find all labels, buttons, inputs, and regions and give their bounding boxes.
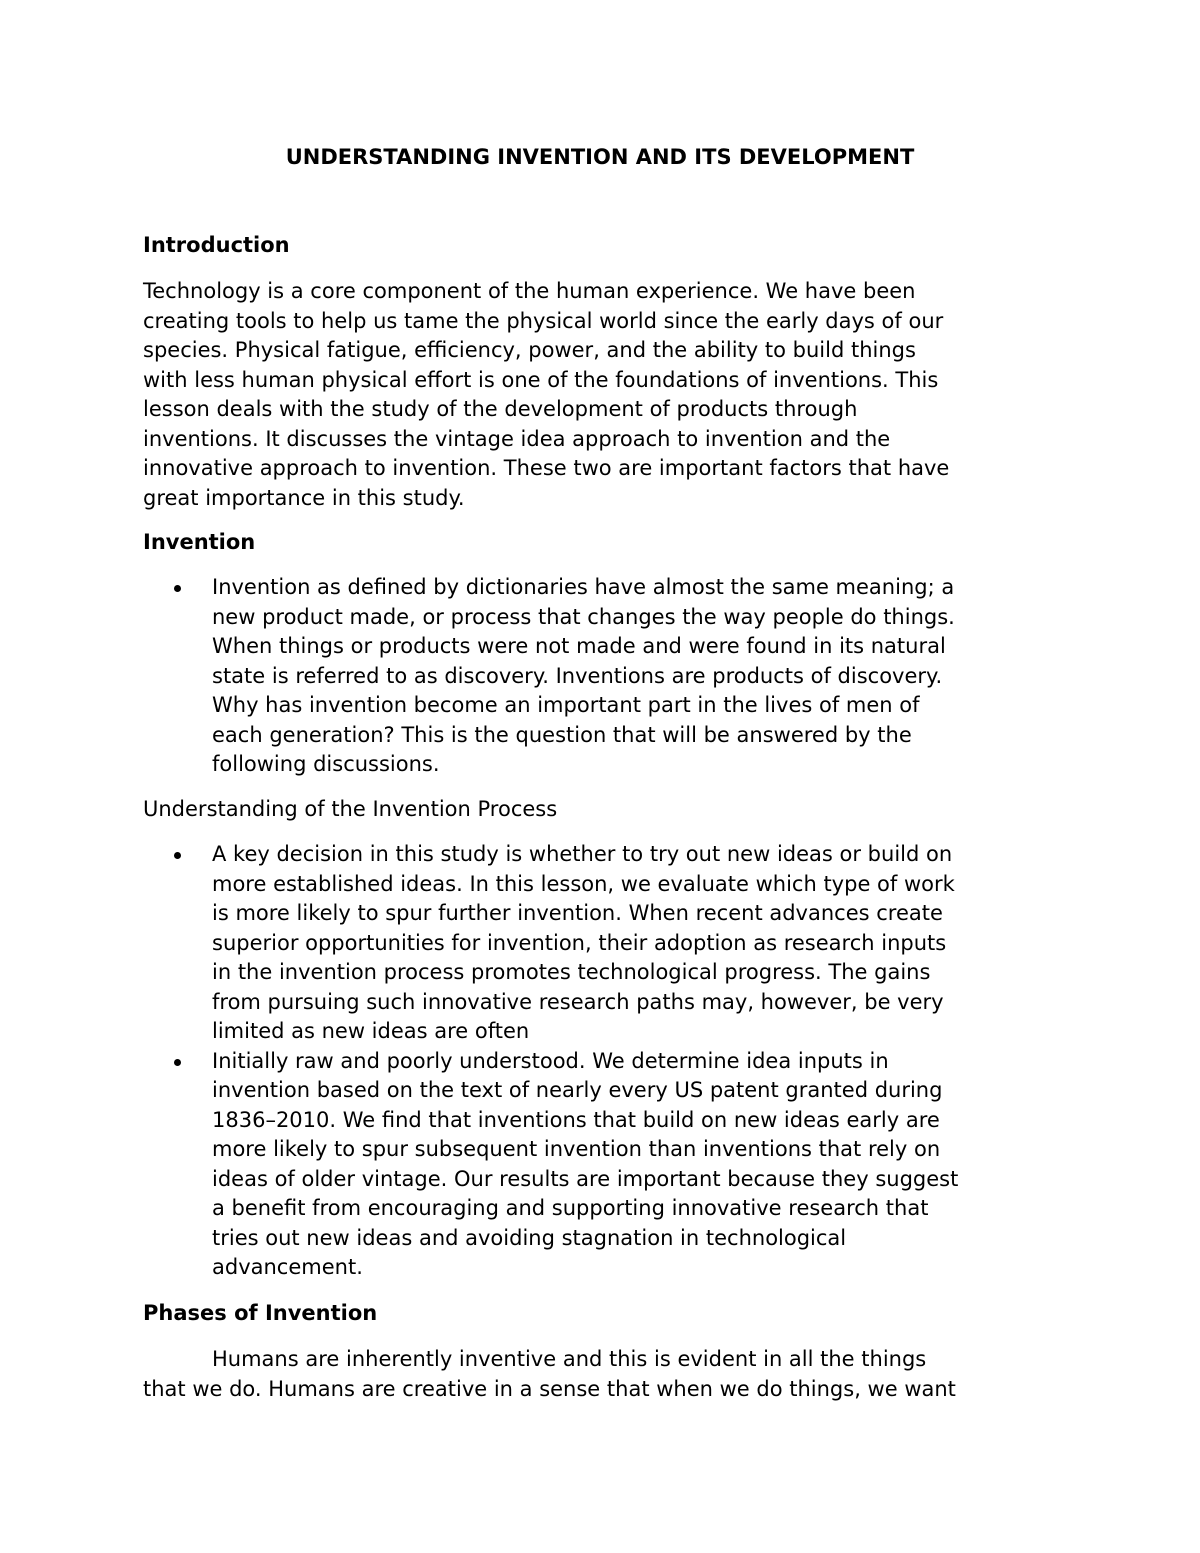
text-line: is more likely to spur further invention. When recent advances create — [212, 901, 943, 925]
text-line: state is referred to as discovery. Inventions are products of discovery. — [212, 663, 943, 688]
text-line: creating tools to help us tame the physical world since the early days of our — [143, 308, 944, 333]
invention-heading: Invention — [143, 530, 256, 554]
text-line: lesson deals with the study of the development of products through — [143, 397, 858, 421]
text-line: great importance in this study. — [143, 485, 465, 510]
list-item — [143, 840, 1055, 1047]
text-line: Technology is a core component of the human experience. We have been — [143, 279, 916, 303]
text-line: invention based on the text of nearly every US patent granted during — [212, 1078, 943, 1102]
text-line: superior opportunities for invention, their adoption as research inputs — [212, 930, 947, 955]
text-line: inventions. It discusses the vintage idea approach to invention and the — [143, 426, 891, 451]
text-line: each generation? This is the question that will be answered by the — [212, 722, 912, 747]
list-item — [143, 573, 1055, 780]
text-line: Why has invention become an important part in the lives of men of — [212, 693, 920, 717]
text-line: in the invention process promotes technological progress. The gains — [212, 960, 931, 984]
phases-heading: Phases of Invention — [143, 1301, 378, 1325]
text-line: following discussions. — [212, 752, 440, 776]
text-line: tries out new ideas and avoiding stagnation in technological — [212, 1225, 847, 1250]
text-line: Initially raw and poorly understood. We determine idea inputs in — [212, 1048, 889, 1073]
text-line: more likely to spur subsequent invention than inventions that rely on — [212, 1137, 941, 1161]
text-line: that we do. Humans are creative in a sense that when we do things, we want — [143, 1376, 956, 1401]
text-line: new product made, or process that changes the way people do things. — [212, 604, 955, 629]
text-line: ideas of older vintage. Our results are important because they suggest — [212, 1166, 959, 1191]
phases-paragraph — [143, 1345, 1055, 1404]
text-line: with less human physical effort is one of the foundations of inventions. This — [143, 367, 939, 392]
introduction-paragraph — [143, 277, 1055, 513]
text-line: When things or products were not made and were found in its natural — [212, 634, 946, 658]
document-title: UNDERSTANDING INVENTION AND ITS DEVELOPMENT — [285, 145, 915, 169]
process-heading: Understanding of the Invention Process — [143, 797, 558, 821]
text-line: from pursuing such innovative research paths may, however, be very — [212, 989, 944, 1014]
text-line: A key decision in this study is whether to try out new ideas or build on — [212, 842, 953, 866]
text-line: innovative approach to invention. These two are important factors that have — [143, 456, 950, 480]
bullet-icon — [174, 852, 181, 859]
text-line: Invention as defined by dictionaries have almost the same meaning; a — [212, 575, 955, 599]
process-bullet-list — [143, 840, 1055, 1283]
text-line: more established ideas. In this lesson, we evaluate which type of work — [212, 871, 955, 896]
text-line: Humans are inherently inventive and this is evident in all the things — [212, 1347, 927, 1371]
text-line: limited as new ideas are often — [212, 1019, 530, 1043]
text-line: species. Physical fatigue, efficiency, power, and the ability to build things — [143, 338, 916, 362]
bullet-icon — [174, 1059, 181, 1066]
list-item — [143, 1047, 1055, 1283]
text-line: advancement. — [212, 1255, 363, 1279]
bullet-icon — [174, 585, 181, 592]
invention-bullet-list — [143, 573, 1055, 780]
text-line: a benefit from encouraging and supporting innovative research that — [212, 1196, 929, 1220]
text-line: 1836–2010. We find that inventions that build on new ideas early are — [212, 1107, 940, 1132]
introduction-heading: Introduction — [143, 233, 290, 257]
